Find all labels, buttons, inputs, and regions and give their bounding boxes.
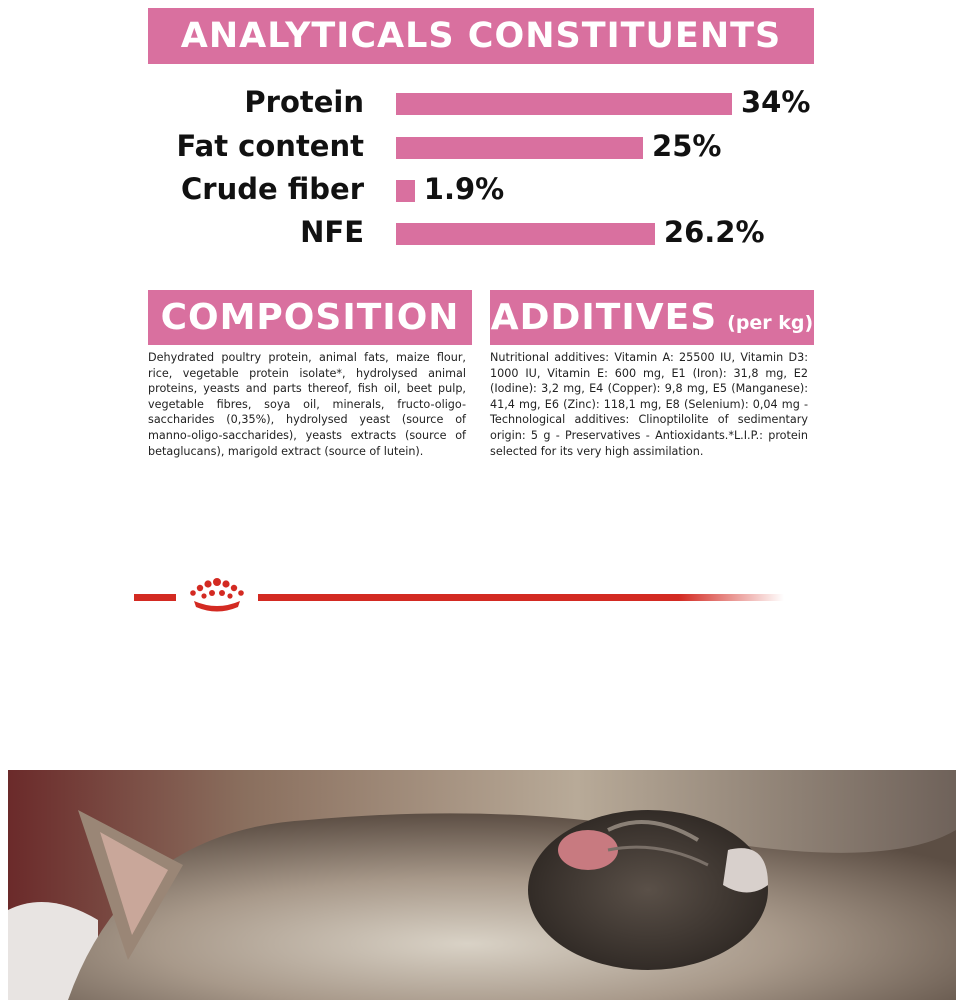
additives-text: Nutritional additives: Vitamin A: 25500 IU, Vitamin D3: 1000 IU, Vitamin E: 600 mg, E1 (Iron): 31,8 mg, E2 (Iodine): 3,2 mg, E4 (Copper): 9,8 mg, E5 (Manganese): 41,4 mg, E6 (Zinc): 118,1 mg, E8 (Selenium): 0,04 mg - Technological additives: Clinoptilolite of sedimentary origin: 5 g - Preservatives - Antioxidants.*L.I.P.: protein selected for its very high assimilation.	[490, 351, 808, 458]
royal-canin-crown-icon	[190, 578, 244, 612]
analytics-row-label: Crude fiber	[181, 172, 364, 206]
analytics-row-value: 25%	[652, 129, 722, 163]
photo-illustration	[8, 770, 956, 1000]
analytics-row-label: Fat content	[176, 129, 364, 163]
analytics-row-label: Protein	[244, 85, 364, 119]
additives-title: ADDITIVES	[490, 297, 718, 338]
composition-title: COMPOSITION	[148, 290, 472, 345]
analytics-row-nfe	[148, 212, 828, 252]
brand-divider	[134, 575, 784, 615]
divider-line-right	[258, 594, 784, 601]
analytics-row-value: 26.2%	[663, 215, 765, 249]
analytics-row-label: NFE	[300, 215, 364, 249]
divider-line-left	[134, 594, 176, 601]
analytics-row-protein	[148, 82, 828, 122]
analytics-bar	[396, 137, 643, 159]
analytics-bar	[396, 93, 732, 115]
analytics-row-value: 1.9%	[423, 172, 505, 206]
analytics-row-fiber	[148, 169, 828, 209]
cat-with-kitten-photo	[8, 770, 956, 1000]
analytics-bar	[396, 223, 655, 245]
additives-unit: (per kg)	[727, 311, 814, 334]
analytics-bar	[396, 180, 415, 202]
composition-text: Dehydrated poultry protein, animal fats, maize flour, rice, vegetable protein isolate*, hydrolysed animal proteins, yeasts and parts thereof, fish oil, beet pulp, vegetable fibres, soya oil, minerals, fructo-oligo-saccharides (0,35%), hydrolysed yeast (source of manno-oligo-saccharides), yeasts extracts (source of betaglucans), marigold extract (source of lutein).	[148, 351, 466, 458]
analytics-title: ANALYTICALS CONSTITUENTS	[148, 8, 814, 64]
analytics-row-fat	[148, 126, 828, 166]
analytics-row-value: 34%	[741, 85, 811, 119]
additives-title-banner	[490, 290, 814, 345]
